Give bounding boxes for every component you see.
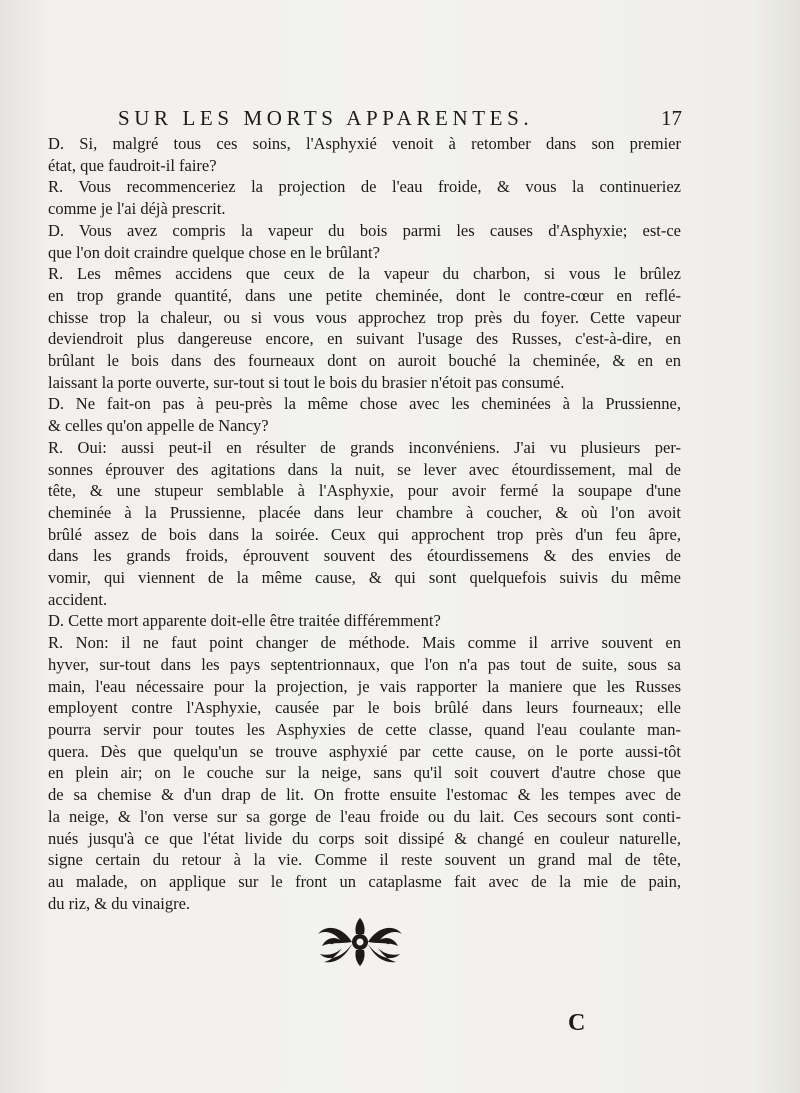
text-line: que l'on doit craindre quelque chose en le brûlant?	[48, 242, 380, 262]
floral-ornament-icon	[312, 916, 408, 968]
text-line: main, l'eau nécessaire pour la projection, je vais rapporter la maniere que les Russes	[48, 676, 681, 696]
text-line: dans les grands froids, éprouvent souvent des étourdissemens & des envies de	[48, 546, 681, 566]
paragraph	[48, 437, 681, 611]
text-line: chisse trop la chaleur, ou si vous vous approchez trop près du foyer. Cette vapeur	[48, 307, 681, 327]
text-line: deviendroit plus dangereuse encore, en suivant l'usage des Russes, c'est-à-dire, en	[48, 329, 681, 349]
text-line: D. Si, malgré tous ces soins, l'Asphyxié venoit à retomber dans son premier	[48, 134, 681, 153]
text-line: hyver, sur-tout dans les pays septentrionnaux, que l'on n'a pas tout de suite, sous sa	[48, 654, 681, 674]
text-line: en trop grande quantité, dans une petite cheminée, dont le contre-cœur en reflé-	[48, 285, 681, 305]
page-header	[118, 106, 682, 136]
text-line: pourra servir pour toutes les Asphyxies de cette classe, quand l'eau coulante man-	[48, 719, 681, 739]
text-line: de sa chemise & d'un drap de lit. On frotte ensuite l'estomac & les tempes avec de	[48, 785, 681, 805]
text-line: du riz, & du vinaigre.	[48, 893, 191, 913]
body-text	[48, 133, 681, 914]
text-line: comme je l'ai déjà prescrit.	[48, 199, 226, 219]
paragraph	[48, 393, 681, 436]
text-line: quera. Dès que quelqu'un se trouve asphyxié par cette cause, on le porte aussi-tôt	[48, 741, 681, 761]
text-line: R. Les mêmes accidens que ceux de la vapeur du charbon, si vous le brûlez	[48, 264, 681, 284]
page-number: 17	[661, 106, 682, 130]
text-line: signe certain du retour à la vie. Comme il reste souvent un grand mal de tête,	[48, 850, 681, 870]
text-line: la neige, & l'on verse sur sa gorge de l'eau froide ou du lait. Ces secours sont conti-	[48, 806, 681, 826]
text-line: D. Ne fait-on pas à peu-près la même chose avec les cheminées à la Prussienne,	[48, 394, 681, 414]
text-line: brûlant le bois dans des fourneaux dont on auroit bouché la cheminée, & en en	[48, 351, 681, 371]
text-line: accident.	[48, 589, 108, 609]
text-line: D. Cette mort apparente doit-elle être traitée différemment?	[48, 611, 441, 631]
running-title: SUR LES MORTS APPARENTES.	[118, 106, 534, 130]
paragraph	[48, 220, 681, 263]
text-line: tête, & une stupeur semblable à l'Asphyxie, pour avoir fermé la soupape d'une	[48, 481, 681, 501]
paragraph	[48, 133, 681, 176]
text-line: brûlé assez de bois dans la soirée. Ceux qui approchent trop près d'un feu âpre,	[48, 524, 681, 544]
text-line: employent contre l'Asphyxie, causée par le bois brûlé dans leurs fourneaux; elle	[48, 698, 681, 718]
paragraph	[48, 176, 681, 219]
text-line: R. Non: il ne faut point changer de méthode. Mais comme il arrive souvent en	[48, 633, 681, 653]
paragraph	[48, 263, 681, 393]
text-line: R. Oui: aussi peut-il en résulter de grands inconvéniens. J'ai vu plusieurs per-	[48, 437, 681, 457]
text-line: cheminée à la Prussienne, placée dans leur chambre à coucher, & où l'on avoit	[48, 502, 681, 522]
paragraph	[48, 632, 681, 914]
text-line: laissant la porte ouverte, sur-tout si tout le bois du brasier n'étoit pas consumé.	[48, 372, 565, 392]
signature-mark: C	[568, 1010, 586, 1036]
text-line: au malade, on applique sur le front un cataplasme fait avec de la mie de pain,	[48, 871, 681, 891]
text-line: sonnes éprouver des agitations dans la nuit, se lever avec étourdissement, mal de	[48, 459, 681, 479]
paragraph	[48, 610, 681, 632]
text-line: en plein air; on le couche sur la neige, sans qu'il soit couvert d'autre chose que	[48, 763, 681, 783]
text-line: nués jusqu'à ce que l'état livide du corps soit dissipé & changé en couleur naturelle,	[48, 828, 681, 848]
text-line: état, que faudroit-il faire?	[48, 155, 217, 175]
text-line: & celles qu'on appelle de Nancy?	[48, 416, 269, 436]
text-line: D. Vous avez compris la vapeur du bois parmi les causes d'Asphyxie; est-ce	[48, 220, 681, 240]
text-line: R. Vous recommenceriez la projection de l'eau froide, & vous la continueriez	[48, 177, 681, 197]
text-line: vomir, qui viennent de la même cause, & qui sont quelquefois suivis du même	[48, 568, 681, 588]
